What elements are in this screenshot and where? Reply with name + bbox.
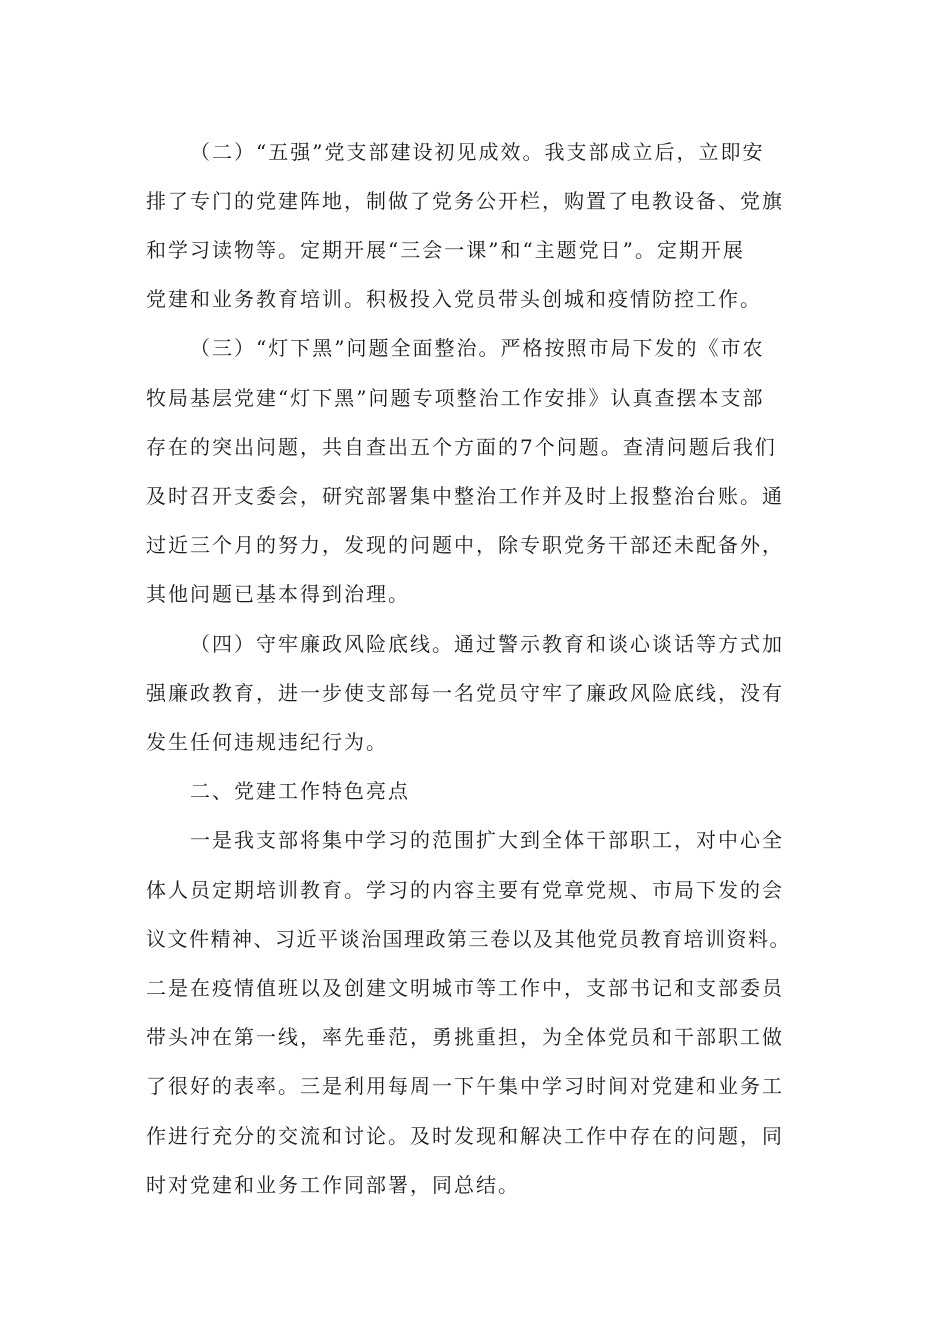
text-line: 过近三个月的努力，发现的问题中，除专职党务干部还未配备外， — [146, 533, 784, 557]
text-line: 二是在疫情值班以及创建文明城市等工作中，支部书记和支部委员 — [146, 976, 784, 1000]
text-line: 存在的突出问题，共自查出五个方面的7个问题。查清问题后我们 — [146, 435, 777, 459]
text-line: 了很好的表率。三是利用每周一下午集中学习时间对党建和业务工 — [146, 1074, 784, 1098]
text-line: （二）“五强”党支部建设初见成效。我支部成立后，立即安 — [190, 140, 765, 164]
text-line: 党建和业务教育培训。积极投入党员带头创城和疫情防控工作。 — [146, 287, 762, 311]
text-line: 强廉政教育，进一步使支部每一名党员守牢了廉政风险底线，没有 — [146, 681, 784, 705]
text-line: 和学习读物等。定期开展“三会一课”和“主题党日”。定期开展 — [146, 238, 745, 262]
text-line: （四）守牢廉政风险底线。通过警示教育和谈心谈话等方式加 — [190, 632, 784, 656]
section-heading: 二、党建工作特色亮点 — [190, 779, 410, 803]
text-line: 其他问题已基本得到治理。 — [146, 582, 410, 606]
text-line: 议文件精神、习近平谈治国理政第三卷以及其他党员教育培训资料。 — [146, 927, 791, 951]
text-line: 一是我支部将集中学习的范围扩大到全体干部职工，对中心全 — [190, 828, 784, 852]
text-line: 排了专门的党建阵地，制做了党务公开栏，购置了电教设备、党旗 — [146, 189, 784, 213]
text-line: 发生任何违规违纪行为。 — [146, 730, 388, 754]
text-line: 带头冲在第一线，率先垂范，勇挑重担，为全体党员和干部职工做 — [146, 1025, 784, 1049]
text-line: 时对党建和业务工作同部署，同总结。 — [146, 1173, 520, 1197]
text-line: 及时召开支委会，研究部署集中整治工作并及时上报整治台账。通 — [146, 484, 784, 508]
text-line: 体人员定期培训教育。学习的内容主要有党章党规、市局下发的会 — [146, 878, 784, 902]
text-line: 作进行充分的交流和讨论。及时发现和解决工作中存在的问题，同 — [146, 1124, 784, 1148]
text-line: （三）“灯下黑”问题全面整治。严格按照市局下发的《市农 — [190, 336, 765, 360]
text-line: 牧局基层党建“灯下黑”问题专项整治工作安排》认真查摆本支部 — [146, 386, 765, 410]
